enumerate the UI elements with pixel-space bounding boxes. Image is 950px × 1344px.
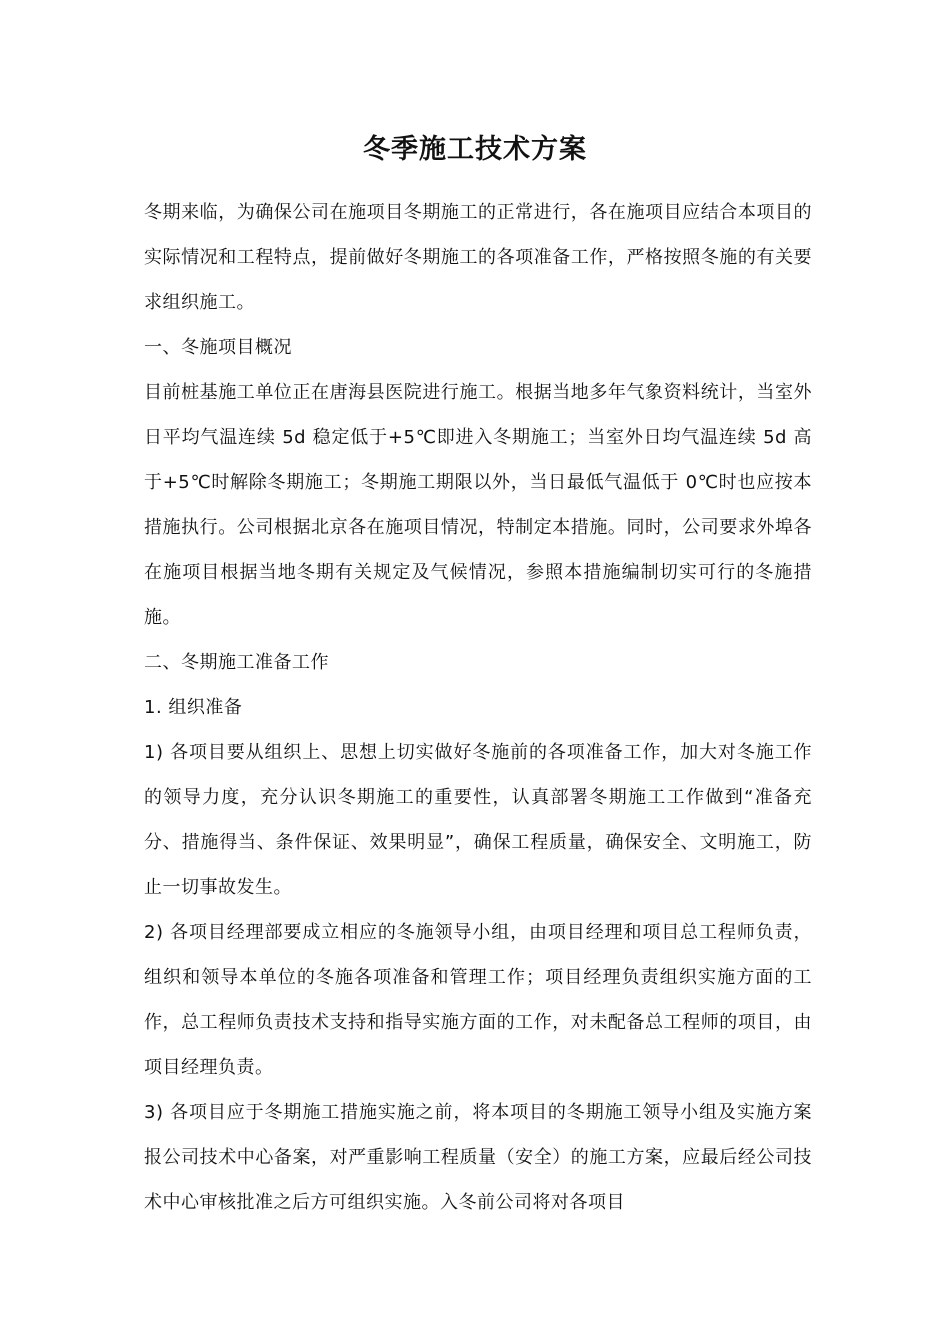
subsection-heading-organization: 1. 组织准备	[144, 697, 243, 718]
overview-paragraph: 目前桩基施工单位正在唐海县医院进行施工。根据当地多年气象资料统计，当室外日平均气温连续 5d 稳定低于+5℃即进入冬期施工；当室外日均气温连续 5d 高于+5℃时解除冬期施工；冬期施工期限以外，当日最低气温低于 0℃时也应按本措施执行。公司根据北京各在施项目情况，特制定本措施。同时，公司要求外埠各在施项目根据当地冬期有关规定及气候情况，参照本措施编制切实可行的冬施措施。	[144, 382, 812, 628]
item-paragraph-1: 1) 各项目要从组织上、思想上切实做好冬施前的各项准备工作，加大对冬施工作的领导力度，充分认识冬期施工的重要性，认真部署冬期施工工作做到“准备充分、措施得当、条件保证、效果明显”，确保工程质量，确保安全、文明施工，防止一切事故发生。	[144, 742, 812, 898]
section-heading-overview: 一、冬施项目概况	[144, 337, 292, 358]
item-paragraph-3: 3) 各项目应于冬期施工措施实施之前，将本项目的冬期施工领导小组及实施方案报公司技术中心备案，对严重影响工程质量（安全）的施工方案，应最后经公司技术中心审核批准之后方可组织实施。入冬前公司将对各项目	[144, 1102, 812, 1213]
intro-paragraph: 冬期来临，为确保公司在施项目冬期施工的正常进行，各在施项目应结合本项目的实际情况和工程特点，提前做好冬期施工的各项准备工作，严格按照冬施的有关要求组织施工。	[144, 202, 812, 313]
document-body	[144, 190, 812, 1225]
section-heading-preparation: 二、冬期施工准备工作	[144, 652, 329, 673]
item-paragraph-2: 2) 各项目经理部要成立相应的冬施领导小组，由项目经理和项目总工程师负责，组织和领导本单位的冬施各项准备和管理工作；项目经理负责组织实施方面的工作，总工程师负责技术支持和指导实施方面的工作，对未配备总工程师的项目，由项目经理负责。	[144, 922, 812, 1078]
document-title: 冬季施工技术方案	[363, 134, 587, 165]
